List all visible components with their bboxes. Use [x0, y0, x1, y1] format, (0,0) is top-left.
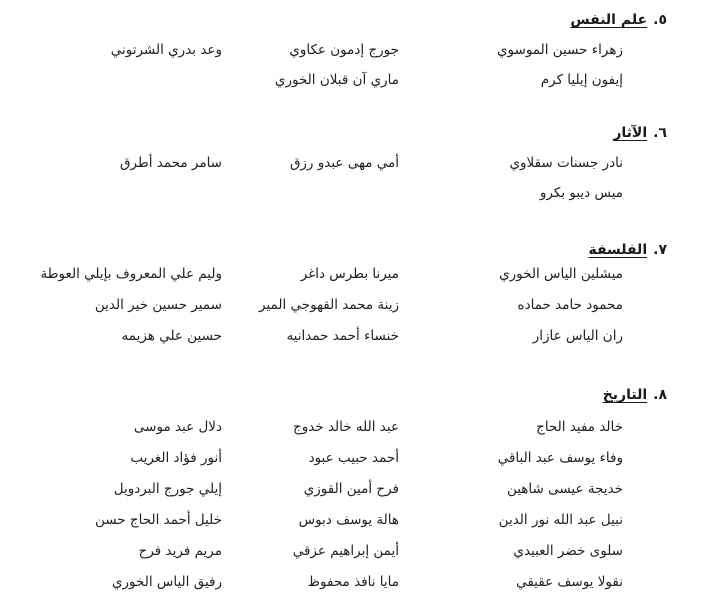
name-cell: أحمد حبيب عبود — [308, 450, 399, 466]
name-cell: سمير حسين خير الدين — [94, 297, 222, 313]
name-cell: أنور فؤاد الغريب — [130, 450, 222, 466]
name-row — [0, 72, 707, 92]
name-cell: فرح أمين القوزي — [303, 481, 399, 497]
name-cell: جورج إدمون عكاوي — [289, 42, 399, 58]
name-cell: زينة محمد القهوجي المير — [259, 297, 399, 313]
name-cell: ميشلين الياس الخوري — [499, 266, 623, 282]
section-heading-philosophy — [588, 242, 667, 258]
name-row — [0, 155, 707, 175]
name-cell: خنساء أحمد حمدانيه — [286, 328, 399, 344]
name-cell: أمي مهى عبدو رزق — [289, 155, 399, 171]
name-cell: حسين علي هزيمه — [121, 328, 222, 344]
name-cell: نادر جسنات سقلاوي — [509, 155, 623, 171]
section-heading-archaeology — [613, 125, 667, 141]
name-row — [0, 42, 707, 62]
name-cell: وفاء يوسف عبد الباقي — [497, 450, 623, 466]
section-title: التاريخ — [602, 387, 648, 403]
name-cell: خديجة عيسى شاهين — [506, 481, 623, 497]
section-number: ٧. — [653, 242, 667, 258]
name-cell: هالة يوسف دبوس — [298, 512, 399, 528]
section-heading-history — [603, 387, 667, 403]
name-row — [0, 419, 707, 439]
name-row — [0, 512, 707, 532]
name-cell: وليم علي المعروف بإيلي العوطة — [40, 266, 222, 282]
section-heading-psychology — [570, 12, 667, 28]
name-cell: ميس ديبو بكرو — [539, 185, 623, 201]
name-cell: ران الياس عازار — [532, 328, 623, 344]
name-cell: دلال عبد موسى — [133, 419, 222, 435]
section-title: علم النفس — [570, 12, 648, 28]
name-cell: نبيل عبد الله نور الدين — [498, 512, 623, 528]
section-number: ٦. — [653, 125, 667, 141]
name-cell: محمود حامد حماده — [517, 297, 623, 313]
name-row — [0, 328, 707, 348]
name-cell: خليل أحمد الحاج حسن — [94, 512, 222, 528]
name-cell: ميرنا بطرس داغر — [300, 266, 399, 282]
name-cell: سامر محمد أطرق — [120, 155, 222, 171]
name-cell: إيفون إيليا كرم — [540, 72, 623, 88]
section-title: الآثار — [613, 125, 648, 141]
name-row — [0, 266, 707, 286]
name-row — [0, 297, 707, 317]
name-cell: ماري آن قبلان الخوري — [274, 72, 399, 88]
name-cell: زهراء حسين الموسوي — [496, 42, 623, 58]
name-cell: أيمن إبراهيم عزقي — [292, 543, 399, 559]
name-cell: خالد مفيد الحاج — [536, 419, 623, 435]
name-cell: سلوى خضر العبيدي — [513, 543, 623, 559]
section-number: ٥. — [653, 12, 667, 28]
name-cell: مريم فريد فرح — [138, 543, 222, 559]
name-cell: وعد بدري الشرتوني — [110, 42, 222, 58]
name-row — [0, 481, 707, 501]
section-title: الفلسفة — [588, 242, 648, 258]
name-row — [0, 185, 707, 205]
name-cell: رفيق الياس الخوري — [111, 574, 222, 590]
name-cell: نقولا يوسف عقيقي — [516, 574, 623, 590]
section-number: ٨. — [653, 387, 667, 403]
name-cell: مايا نافذ محفوظ — [307, 574, 399, 590]
name-cell: إيلي جورج البردويل — [113, 481, 222, 497]
name-cell: عبد الله خالد خدوج — [293, 419, 399, 435]
name-row — [0, 574, 707, 594]
name-row — [0, 450, 707, 470]
name-row — [0, 543, 707, 563]
